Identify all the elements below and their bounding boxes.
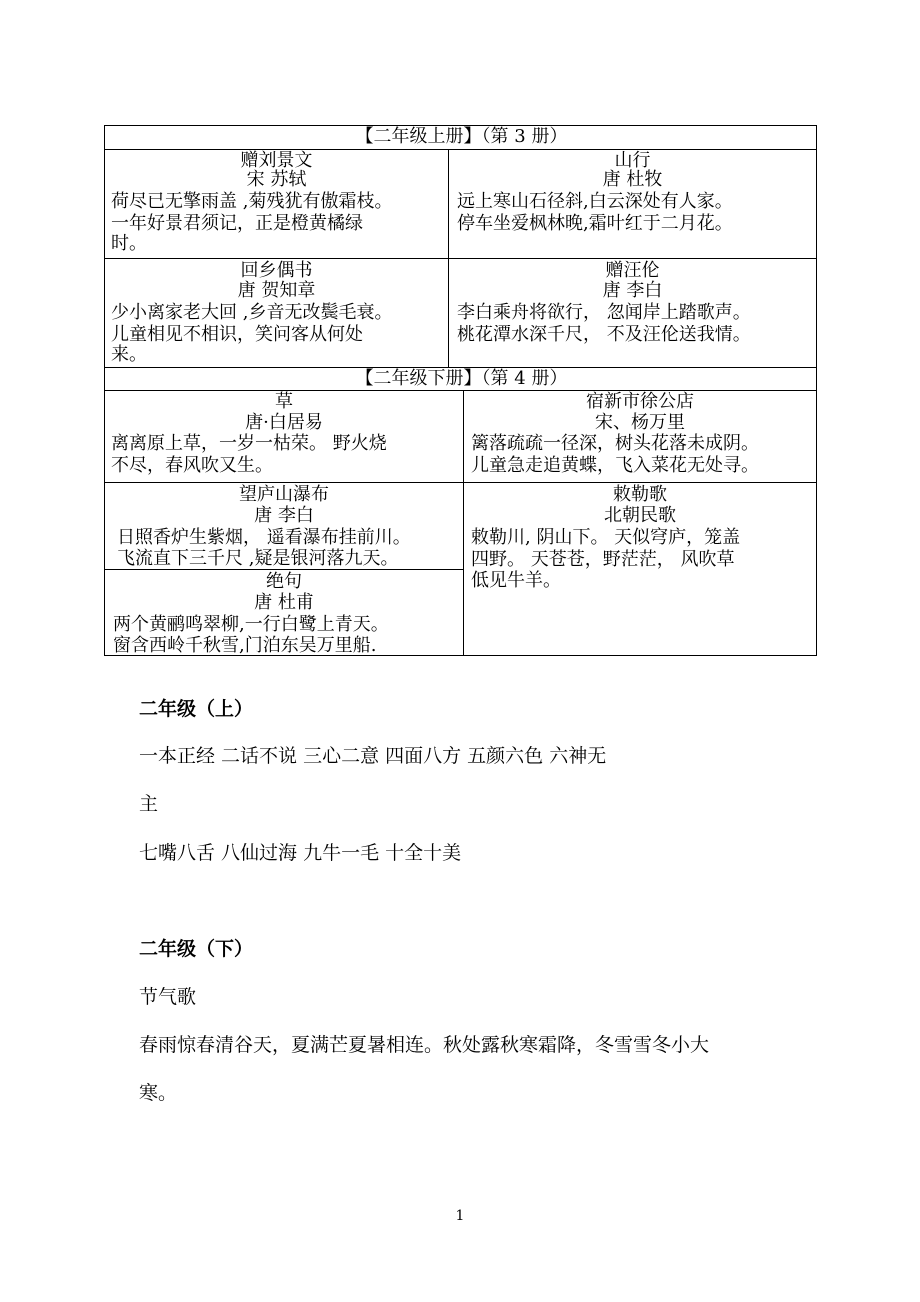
poem-line: 篱落疏疏一径深，树头花落未成阴。 — [471, 433, 759, 454]
poem-author: 唐 李白 — [254, 505, 314, 526]
poem-author: 唐 杜甫 — [254, 592, 314, 613]
poem-title: 绝句 — [266, 571, 302, 592]
poem-line: 四野。 天苍苍，野茫茫， 风吹草 — [471, 549, 735, 570]
song-line: 春雨惊春清谷天，夏满芒夏暑相连。秋处露秋寒霜降，冬雪雪冬小大 — [139, 1034, 710, 1056]
poem-author: 唐 贺知章 — [237, 280, 316, 301]
song-line: 寒。 — [139, 1082, 178, 1104]
table-header-grade2-upper: 【二年级上册】（第 3 册） — [355, 126, 568, 147]
poem-table — [104, 125, 817, 656]
poem-line: 低见牛羊。 — [471, 570, 561, 591]
divider — [105, 569, 463, 570]
poem-title: 山行 — [614, 150, 651, 171]
divider — [105, 482, 816, 483]
divider — [105, 390, 816, 391]
poem-title: 敕勒歌 — [613, 484, 667, 505]
poem-author: 宋、杨万里 — [595, 412, 685, 433]
poem-title: 赠刘景文 — [240, 150, 313, 171]
poem-line: 两个黄鹂鸣翠柳,一行白鹭上青天。 — [113, 614, 389, 635]
poem-line: 少小离家老大回 ,乡音无改鬓毛衰。 — [111, 302, 393, 323]
poem-line: 离离原上草，一岁一枯荣。 野火烧 — [111, 433, 387, 454]
poem-line: 桃花潭水深千尺， 不及汪伦送我情。 — [457, 325, 751, 344]
poem-line: 时。 — [111, 233, 147, 254]
poem-title: 赠汪伦 — [605, 260, 660, 281]
page-number: 1 — [455, 1208, 465, 1224]
idioms-line: 七嘴八舌 八仙过海 九牛一毛 十全十美 — [139, 842, 462, 864]
poem-line: 来。 — [111, 344, 147, 365]
poem-line: 不尽，春风吹又生。 — [111, 455, 273, 476]
poem-line: 停车坐爱枫林晚,霜叶红于二月花。 — [457, 213, 733, 234]
divider — [105, 258, 816, 259]
poem-title: 望庐山瀑布 — [239, 484, 329, 505]
poem-line: 日照香炉生紫烟， 遥看瀑布挂前川。 — [117, 527, 411, 548]
poem-author: 唐·白居易 — [245, 412, 323, 433]
idioms-line: 一本正经 二话不说 三心二意 四面八方 五颜六色 六神无 — [139, 745, 607, 767]
section-title-upper: 二年级（上） — [139, 698, 254, 720]
poem-title: 宿新市徐公店 — [586, 391, 694, 412]
divider — [105, 149, 816, 150]
poem-line: 儿童急走追黄蝶，飞入菜花无处寻。 — [471, 455, 759, 476]
poem-title: 回乡偶书 — [240, 260, 313, 281]
poem-line: 敕勒川, 阴山下。 天似穹庐，笼盖 — [471, 527, 741, 548]
poem-line: 荷尽已无擎雨盖 ,菊残犹有傲霜枝。 — [111, 191, 393, 212]
idioms-line: 主 — [139, 793, 159, 815]
poem-title: 草 — [275, 391, 293, 412]
poem-author: 唐 李白 — [602, 280, 663, 301]
poem-line: 李白乘舟将欲行， 忽闻岸上踏歌声。 — [457, 302, 751, 323]
poem-line: 儿童相见不相识，笑问客从何处 — [111, 324, 363, 345]
poem-line: 远上寒山石径斜,白云深处有人家。 — [457, 191, 733, 212]
poem-author: 北朝民歌 — [604, 505, 676, 526]
poem-line: 飞流直下三千尺 ,疑是银河落九天。 — [117, 548, 399, 569]
section-title-lower: 二年级（下） — [139, 938, 254, 960]
poem-line: 窗含西岭千秋雪,门泊东吴万里船. — [113, 635, 377, 656]
poem-author: 唐 杜牧 — [602, 169, 663, 190]
table-header-grade2-lower: 【二年级下册】（第 4 册） — [355, 368, 568, 389]
poem-line: 一年好景君须记，正是橙黄橘绿 — [111, 213, 363, 234]
song-title: 节气歌 — [139, 986, 197, 1008]
poem-author: 宋 苏轼 — [246, 169, 307, 190]
